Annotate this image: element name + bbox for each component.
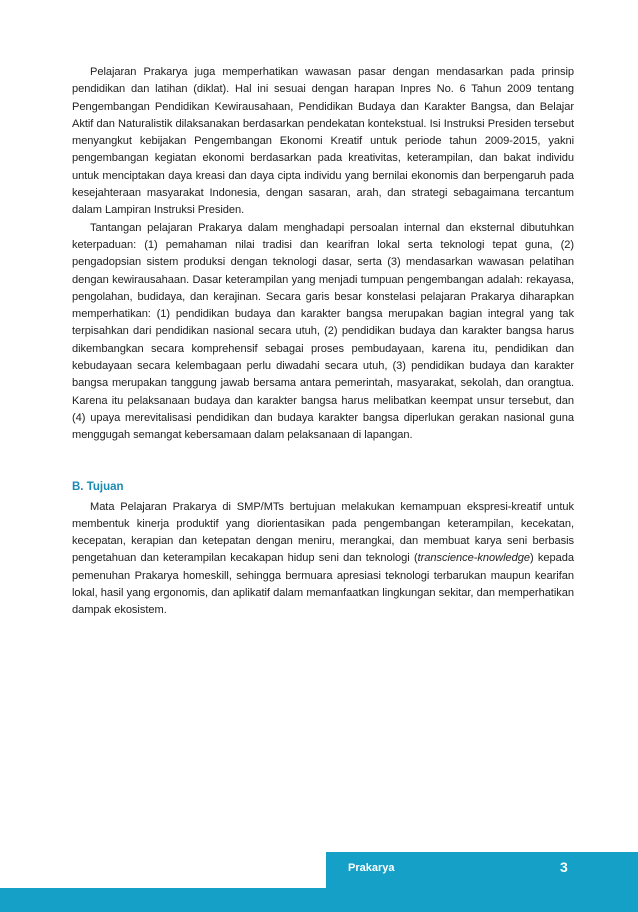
term-transcience-knowledge: transcience-knowledge	[417, 552, 531, 565]
paragraph-tujuan	[72, 499, 574, 620]
paragraph-tantangan: Tantangan pelajaran Prakarya dalam menghadapi persoalan internal dan eksternal dibutuhkan keterpaduan: (1) pemahaman nilai tradisi dan kearifran lokal serta teknologi tepat guna, (2) pengadopsian sistem produksi dengan teknologi dasar, serta (3) mendasarkan wawasan pelatihan dengan kewirausahaan. Dasar keterampilan yang menjadi tumpuan pengembangan adalah: rekayasa, pengolahan, budidaya, dan kerajinan. Secara garis besar konstelasi pelajaran Prakarya diharapkan memperhatikan: (1) pendidikan budaya dan karakter bangsa merupakan bagian integral yang tak terpisahkan dari pendidikan nasional secara utuh, (2) pendidikan budaya dan karakter bangsa harus dikembangkan secara komprehensif sebagai proses pembudayaan, karena itu, pendidikan dan kebudayaan secara kelembagaan perlu diwadahi secara utuh, (3) pendidikan budaya dan karakter bangsa merupakan tanggung jawab bersama antara pemerintah, masyarakat, sekolah, dan orangtua. Karena itu pelaksanaan budaya dan karakter bangsa harus melibatkan keempat unsur tersebut, dan (4) upaya merevitalisasi pendidikan dan budaya karakter bangsa diperlukan gerakan nasional guna menggugah semangat kebersamaan dalam pelaksanaan di lapangan.	[72, 221, 574, 442]
paragraph-tujuan-text-1: Mata Pelajaran Prakarya di SMP/MTs bertujuan melakukan kemampuan ekspresi-kreatif untuk membentuk kinerja produktif yang diorientasikan pada pengembangan keterampilan, kecekatan, kecepatan, kerapian dan ketepatan dengan meniru, merangkai, dan membuat karya seni berbasis pengetahuan dan keterampilan kecakapan hidup seni dan teknologi (	[72, 500, 574, 565]
section-heading-tujuan: B. Tujuan	[72, 480, 124, 493]
page-content	[72, 64, 574, 620]
paragraph-pasar: Pelajaran Prakarya juga memperhatikan wawasan pasar dengan mendasarkan pada prinsip pendidikan dan latihan (diklat). Hal ini sesuai dengan harapan Inpres No. 6 Tahun 2009 tentang Pengembangan Pendidikan Kewirausahaan, Pendidikan Budaya dan Karakter Bangsa, dan Belajar Aktif dan Naturalistik dilaksanakan berdasarkan pendekatan kontekstual. Isi Instruksi Presiden tersebut menyangkut kebijakan Pengembangan Ekonomi Kreatif untuk periode tahun 2009-2015, yakni pengembangan kegiatan ekonomi berdasarkan pada kreativitas, keterampilan, dan bakat individu untuk menciptakan daya kreasi dan daya cipta individu yang bernilai ekonomis dan berpengaruh pada kesejahteraan masyarakat Indonesia, dengan sasaran, arah, dan strategi sebagaimana tercantum dalam Lampiran Instruksi Presiden.	[72, 66, 574, 217]
paragraph-tujuan-text-2: ) kepada pemenuhan Prakarya homeskill, sehingga bermuara apresiasi teknologi terbarukan maupun kearifan lokal, hasil yang ergonomis, dan aplikatif dalam memanfaatkan lingkungan sekitar, dan memperhatikan dampak ekosistem.	[72, 552, 574, 617]
footer-book-title: Prakarya	[348, 862, 395, 874]
footer-tab-shape	[0, 852, 638, 912]
page-number: 3	[560, 859, 568, 875]
